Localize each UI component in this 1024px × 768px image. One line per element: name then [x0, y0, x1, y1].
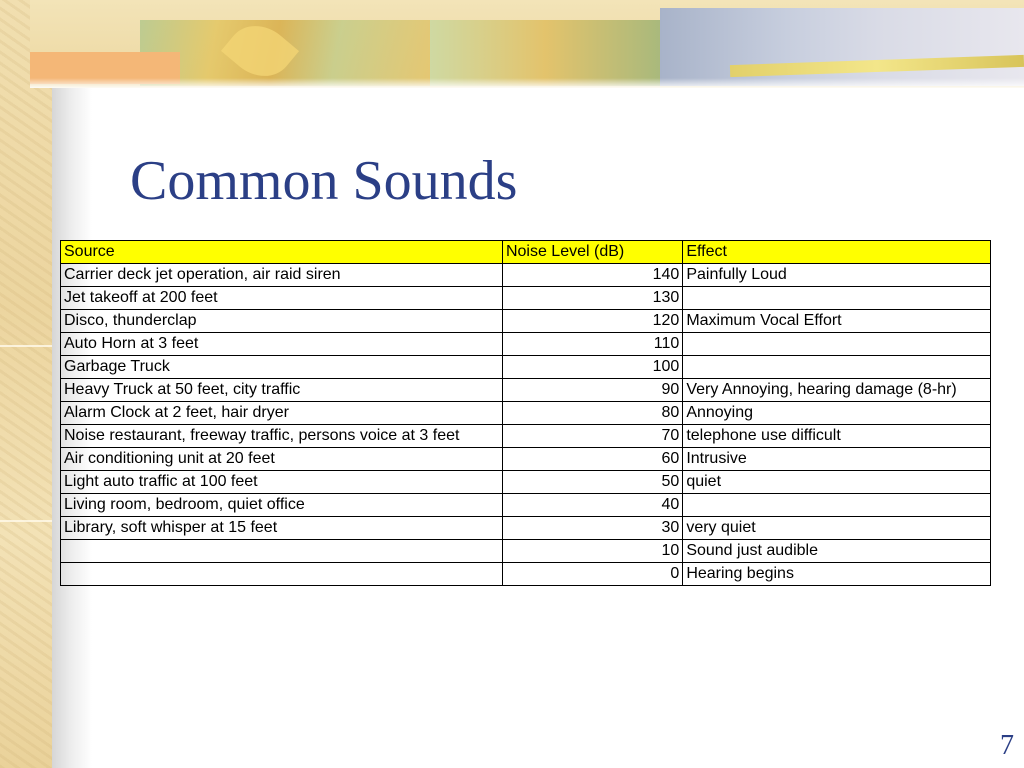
- table-row: [61, 517, 991, 540]
- slide-title: Common Sounds: [130, 150, 518, 212]
- cell-effect: telephone use difficult: [683, 425, 991, 448]
- cell-effect: Very Annoying, hearing damage (8-hr): [683, 379, 991, 402]
- cell-noise-level: 80: [502, 402, 682, 425]
- cell-effect: Annoying: [683, 402, 991, 425]
- cell-noise-level: 10: [502, 540, 682, 563]
- table-row: [61, 264, 991, 287]
- cell-effect: Maximum Vocal Effort: [683, 310, 991, 333]
- cell-source: Noise restaurant, freeway traffic, persons voice at 3 feet: [61, 425, 503, 448]
- table-row: [61, 333, 991, 356]
- header-source: Source: [61, 241, 503, 264]
- cell-noise-level: 40: [502, 494, 682, 517]
- cell-source: Living room, bedroom, quiet office: [61, 494, 503, 517]
- cell-effect: [683, 356, 991, 379]
- cell-effect: quiet: [683, 471, 991, 494]
- cell-effect: very quiet: [683, 517, 991, 540]
- table-row: [61, 310, 991, 333]
- strip-seam: [0, 345, 52, 347]
- cell-noise-level: 90: [502, 379, 682, 402]
- cell-source: Library, soft whisper at 15 feet: [61, 517, 503, 540]
- cell-source: Jet takeoff at 200 feet: [61, 287, 503, 310]
- cell-source: Light auto traffic at 100 feet: [61, 471, 503, 494]
- left-parchment-strip: [0, 0, 52, 768]
- table-row: [61, 471, 991, 494]
- cell-noise-level: 100: [502, 356, 682, 379]
- cell-source: [61, 540, 503, 563]
- table-row: [61, 379, 991, 402]
- cell-noise-level: 110: [502, 333, 682, 356]
- table-row: [61, 287, 991, 310]
- table-row: [61, 425, 991, 448]
- cell-source: Heavy Truck at 50 feet, city traffic: [61, 379, 503, 402]
- cell-effect: Hearing begins: [683, 563, 991, 586]
- cell-source: Air conditioning unit at 20 feet: [61, 448, 503, 471]
- cell-effect: [683, 287, 991, 310]
- table-row: [61, 563, 991, 586]
- cell-source: Garbage Truck: [61, 356, 503, 379]
- cell-noise-level: 70: [502, 425, 682, 448]
- cell-source: [61, 563, 503, 586]
- cell-source: Disco, thunderclap: [61, 310, 503, 333]
- cell-noise-level: 130: [502, 287, 682, 310]
- cell-noise-level: 120: [502, 310, 682, 333]
- cell-effect: Sound just audible: [683, 540, 991, 563]
- table-row: [61, 356, 991, 379]
- header-noise-level: Noise Level (dB): [502, 241, 682, 264]
- cell-noise-level: 140: [502, 264, 682, 287]
- table-row: [61, 494, 991, 517]
- cell-noise-level: 60: [502, 448, 682, 471]
- page-number: 7: [1000, 730, 1014, 761]
- table-row: [61, 448, 991, 471]
- strip-seam: [0, 520, 52, 522]
- cell-source: Auto Horn at 3 feet: [61, 333, 503, 356]
- cell-effect: [683, 494, 991, 517]
- table-row: [61, 540, 991, 563]
- cell-noise-level: 50: [502, 471, 682, 494]
- header-effect: Effect: [683, 241, 991, 264]
- decorative-banner: [30, 0, 1024, 88]
- cell-source: Alarm Clock at 2 feet, hair dryer: [61, 402, 503, 425]
- cell-effect: Painfully Loud: [683, 264, 991, 287]
- table-header-row: [61, 241, 991, 264]
- cell-noise-level: 30: [502, 517, 682, 540]
- sounds-table: [60, 240, 991, 586]
- table-row: [61, 402, 991, 425]
- cell-source: Carrier deck jet operation, air raid siren: [61, 264, 503, 287]
- cell-noise-level: 0: [502, 563, 682, 586]
- cell-effect: Intrusive: [683, 448, 991, 471]
- cell-effect: [683, 333, 991, 356]
